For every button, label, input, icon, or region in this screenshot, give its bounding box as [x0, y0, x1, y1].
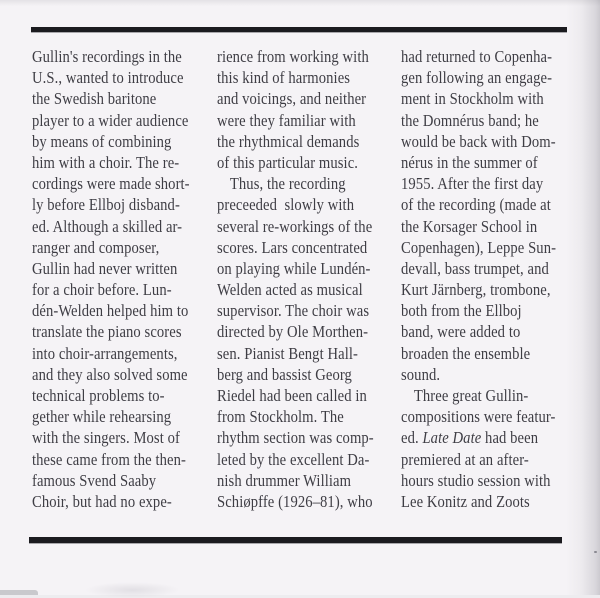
- text-line: player to a wider audience: [32, 110, 189, 130]
- text-line: 1955. After the first day: [401, 174, 544, 194]
- text-line: nérus in the summer of: [401, 152, 538, 172]
- text-line: the rhythmical demands: [217, 131, 360, 151]
- text-line: the Korsager School in: [401, 216, 538, 236]
- text-line: berg and bassist Georg: [217, 364, 352, 384]
- text-line: Choir, but had no expe-: [32, 491, 172, 511]
- text-line: these came from the then-: [32, 449, 186, 469]
- text-line: technical problems to-: [32, 386, 165, 405]
- text-line: rience from working with: [217, 47, 369, 66]
- text-line: translate the piano scores: [32, 322, 182, 342]
- text-line: hours studio session with: [401, 470, 551, 490]
- text-line: preceeded slowly with: [217, 195, 355, 215]
- text-line: with the singers. Most of: [32, 428, 180, 448]
- text-line: ranger and composer,: [32, 237, 160, 257]
- text-line: on playing while Lundén-: [217, 258, 371, 278]
- text-line: leted by the excellent Da-: [217, 449, 370, 469]
- paper-crease: [85, 582, 180, 598]
- text-line: had returned to Copenha-: [401, 47, 553, 66]
- text-line: Kurt Järnberg, trombone,: [401, 280, 551, 300]
- text-line: of the recording (made at: [401, 195, 551, 215]
- scan-corner-smudge: [0, 590, 38, 595]
- text-line: ment in Stockholm with: [401, 89, 544, 109]
- text-line: for a choir before. Lun-: [32, 280, 172, 300]
- text-line: gether while rehearsing: [32, 407, 172, 427]
- text-line: premiered at an after-: [401, 449, 529, 469]
- text-line: Schiøpffe (1926–81), who: [217, 491, 373, 511]
- text-line: by means of combining: [32, 131, 172, 151]
- text-line: dén-Welden helped him to: [32, 301, 189, 321]
- text-line: were they familiar with: [217, 110, 356, 130]
- text-line: and voicings, and neither: [217, 89, 367, 109]
- text-line: sound.: [401, 364, 441, 384]
- text-line: Copenhagen), Leppe Sun-: [401, 237, 557, 257]
- text-line: would be back with Dom-: [401, 131, 556, 151]
- text-line: scores. Lars concentrated: [217, 237, 368, 257]
- text-line: into choir-arrangements,: [32, 343, 178, 363]
- text-line: and they also solved some: [32, 364, 188, 384]
- liner-notes-text: [0, 46, 600, 516]
- scan-right-edge-shadow: [566, 0, 600, 595]
- text-line: sen. Pianist Bengt Hall-: [217, 343, 358, 363]
- text-line: Three great Gullin-: [413, 386, 529, 405]
- text-line: Gullin had never written: [32, 258, 178, 278]
- text-line: gen following an engage-: [401, 68, 553, 88]
- text-line: both from the Ellboj: [401, 301, 522, 321]
- text-line: Riedel had been called in: [217, 386, 367, 405]
- text-line: ed. Late Date had been: [401, 428, 539, 448]
- text-line: Thus, the recording: [229, 174, 346, 194]
- dust-speck: [594, 551, 597, 553]
- text-line: this kind of harmonies: [217, 68, 351, 88]
- text-line: ed. Although a skilled ar-: [32, 216, 183, 236]
- top-rule: [31, 27, 567, 32]
- text-line: the Swedish baritone: [32, 89, 157, 109]
- text-line: Gullin's recordings in the: [32, 47, 182, 66]
- text-column-1: [32, 46, 200, 512]
- text-line: U.S., wanted to introduce: [32, 68, 184, 88]
- text-line: him with a choir. The re-: [32, 152, 180, 172]
- bottom-rule: [29, 537, 562, 543]
- text-line: nish drummer William: [217, 470, 352, 490]
- text-line: compositions were featur-: [401, 407, 556, 427]
- scan-top-shade: [0, 0, 600, 6]
- text-line: from Stockholm. The: [217, 407, 344, 427]
- text-line: devall, bass trumpet, and: [401, 258, 549, 278]
- text-line: Welden acted as musical: [217, 280, 363, 300]
- text-line: several re-workings of the: [217, 216, 373, 236]
- text-line: band, were added to: [401, 322, 521, 342]
- text-line: broaden the ensemble: [401, 343, 531, 363]
- text-column-3: [401, 46, 569, 512]
- text-column-2: [217, 46, 385, 512]
- text-line: cordings were made short-: [32, 174, 190, 194]
- text-line: directed by Ole Morthen-: [217, 322, 369, 342]
- text-line: rhythm section was comp-: [217, 428, 374, 448]
- text-line: Lee Konitz and Zoots: [401, 491, 530, 511]
- text-line: the Domnérus band; he: [401, 110, 539, 130]
- text-line: famous Svend Saaby: [32, 470, 157, 490]
- text-line: supervisor. The choir was: [217, 301, 370, 321]
- text-line: of this particular music.: [217, 152, 359, 172]
- text-line: ly before Ellboj disband-: [32, 195, 180, 215]
